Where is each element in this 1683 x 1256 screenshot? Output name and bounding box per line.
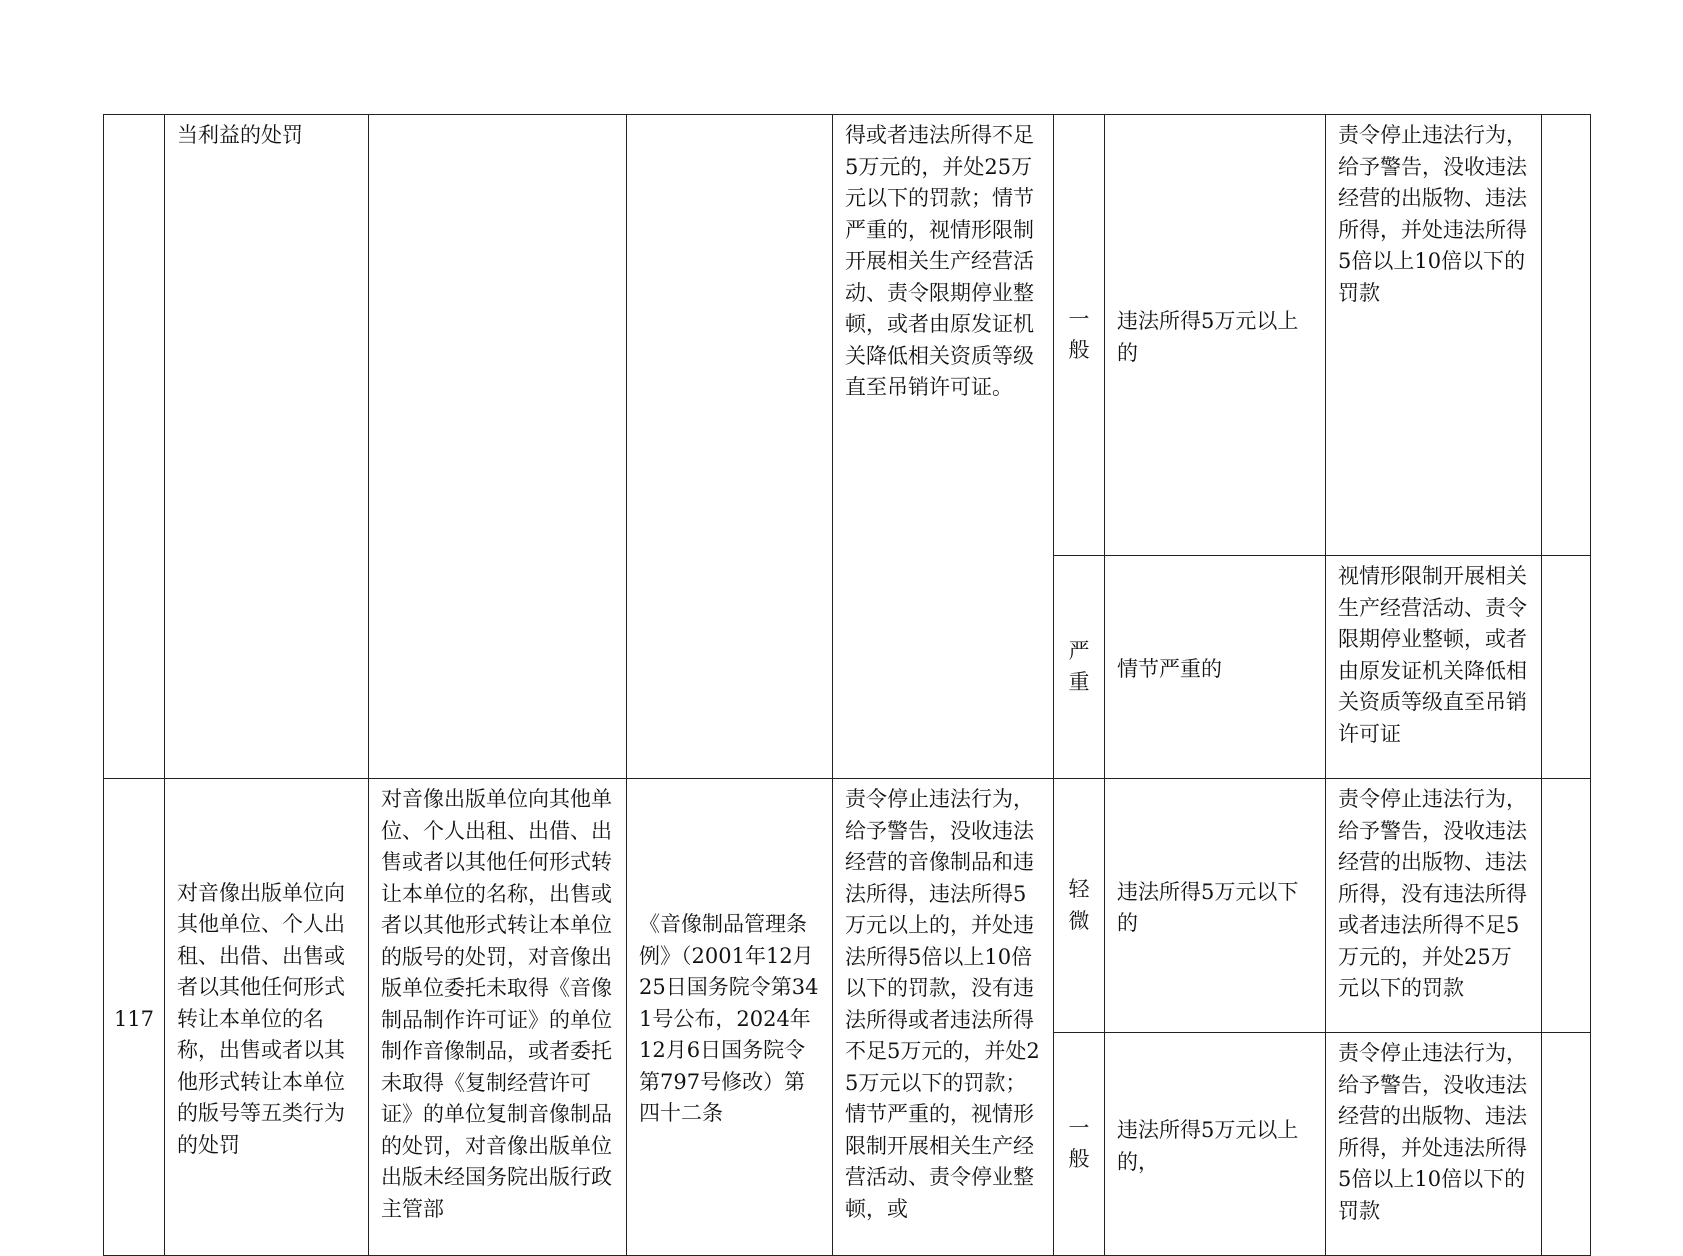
subject-cell (369, 779, 627, 1256)
level-label: 一般 (1068, 1115, 1090, 1171)
seq-cell: 117 (104, 779, 165, 1256)
subject-cell (369, 115, 627, 779)
circumstance-cell: 违法所得5万元以上的， (1105, 1033, 1326, 1256)
level-cell (1054, 556, 1105, 779)
table-row (104, 779, 1591, 1033)
note-cell (1542, 556, 1591, 779)
circumstance-cell: 违法所得5万元以上的 (1105, 115, 1326, 556)
standard-cell: 视情形限制开展相关生产经营活动、责令限期停业整顿，或者由原发证机关降低相关资质等级直至吊销许可证 (1326, 556, 1542, 779)
level-cell (1054, 1033, 1105, 1256)
level-label: 严重 (1068, 638, 1090, 694)
provision-cell (833, 779, 1054, 1256)
standard-cell: 责令停止违法行为，给予警告，没收违法经营的出版物、违法所得，没有违法所得或者违法所得不足5万元的，并处25万元以下的罚款 (1326, 779, 1542, 1033)
level-cell (1054, 779, 1105, 1033)
circumstance-cell: 情节严重的 (1105, 556, 1326, 779)
item-name-cell: 当利益的处罚 (165, 115, 369, 779)
level-cell (1054, 115, 1105, 556)
provision-cell: 得或者违法所得不足5万元的，并处25万元以下的罚款；情节严重的，视情形限制开展相关生产经营活动、责令限期停业整顿，或者由原发证机关降低相关资质等级直至吊销许可证。 (833, 115, 1054, 779)
provision-text: 责令停止违法行为，给予警告，没收违法经营的音像制品和违法所得，违法所得5万元以上的，并处违法所得5倍以上10倍以下的罚款，没有违法所得或者违法所得不足5万元的，并处25万元以下的罚款；情节严重的，视情形限制开展相关生产经营活动、责令停业整顿，或 (845, 787, 1040, 1221)
note-cell (1542, 1033, 1591, 1256)
subject-text: 对音像出版单位向其他单位、个人出租、出借、出售或者以其他任何形式转让本单位的名称，出售或者以其他形式转让本单位的版号的处罚，对音像出版单位委托未取得《音像制品制作许可证》的单位制作音像制品，或者委托未取得《复制经营许可证》的单位复制音像制品的处罚，对音像出版单位出版未经国务院出版行政主管部 (381, 787, 612, 1221)
circumstance-cell: 违法所得5万元以下的 (1105, 779, 1326, 1033)
standard-cell: 责令停止违法行为，给予警告，没收违法经营的出版物、违法所得，并处违法所得5倍以上10倍以下的罚款 (1326, 115, 1542, 556)
level-label: 轻微 (1068, 877, 1090, 933)
basis-cell (627, 115, 833, 779)
penalty-table (103, 114, 1591, 1256)
seq-cell (104, 115, 165, 779)
level-label: 一般 (1068, 306, 1090, 362)
note-cell (1542, 779, 1591, 1033)
basis-cell: 《音像制品管理条例》（2001年12月25日国务院令第341号公布，2024年12月6日国务院令第797号修改）第四十二条 (627, 779, 833, 1256)
item-name-cell: 对音像出版单位向其他单位、个人出租、出借、出售或者以其他任何形式转让本单位的名称，出售或者以其他形式转让本单位的版号等五类行为的处罚 (165, 779, 369, 1256)
standard-cell: 责令停止违法行为，给予警告，没收违法经营的出版物、违法所得，并处违法所得5倍以上10倍以下的罚款 (1326, 1033, 1542, 1256)
table-row (104, 115, 1591, 556)
note-cell (1542, 115, 1591, 556)
